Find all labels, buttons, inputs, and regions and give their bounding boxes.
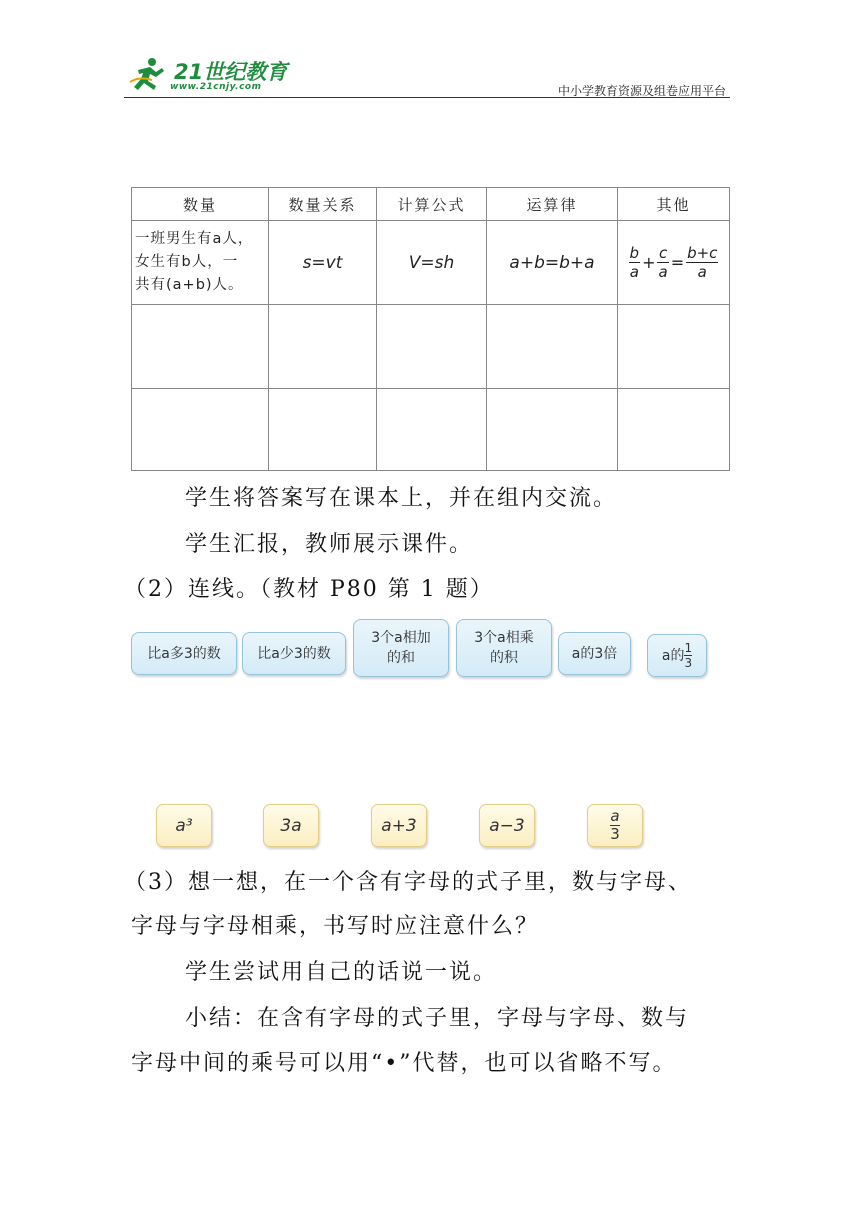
cell-law: a+b=b+a bbox=[487, 221, 618, 305]
match-card-top[interactable]: a的3倍 bbox=[558, 632, 631, 675]
card-line: 3个a相乘 bbox=[474, 630, 534, 646]
match-card-top[interactable]: 比a少3的数 bbox=[242, 632, 346, 675]
logo-url: www.21cnjy.com bbox=[170, 82, 262, 92]
numerator: a bbox=[610, 807, 620, 825]
match-card-bottom[interactable] bbox=[587, 804, 643, 847]
header-relation: 数量关系 bbox=[269, 188, 377, 221]
denominator: a bbox=[697, 263, 707, 281]
plus-sign: + bbox=[642, 253, 656, 272]
match-card-top[interactable]: 比a多3的数 bbox=[131, 632, 237, 675]
cell-other bbox=[618, 221, 730, 305]
empty-cell bbox=[377, 389, 487, 471]
header-law: 运算律 bbox=[487, 188, 618, 221]
denominator: 3 bbox=[684, 656, 693, 670]
quantity-line: 共有(a+b)人。 bbox=[135, 277, 244, 293]
empty-cell bbox=[618, 389, 730, 471]
header-quantity: 数量 bbox=[132, 188, 269, 221]
paragraph: 学生汇报，教师展示课件。 bbox=[185, 532, 474, 557]
page-header bbox=[124, 52, 730, 100]
equals-sign: = bbox=[670, 253, 685, 272]
numerator: b bbox=[629, 244, 640, 262]
match-card-bottom[interactable]: a+3 bbox=[371, 804, 427, 847]
fraction bbox=[610, 808, 620, 843]
section-heading: （3）想一想，在一个含有字母的式子里，数与字母、 bbox=[124, 870, 692, 895]
paragraph: 字母中间的乘号可以用“•”代替，也可以省略不写。 bbox=[131, 1051, 677, 1076]
numerator: c bbox=[658, 244, 668, 262]
numerator: 1 bbox=[684, 641, 693, 655]
header-divider bbox=[124, 97, 730, 98]
denominator: a bbox=[658, 263, 668, 281]
table-row bbox=[132, 305, 730, 389]
table-header-row bbox=[132, 188, 730, 221]
card-line: 的积 bbox=[490, 650, 518, 666]
paragraph: 字母与字母相乘，书写时应注意什么？ bbox=[131, 914, 540, 939]
empty-cell bbox=[132, 305, 269, 389]
match-card-top[interactable] bbox=[456, 619, 552, 677]
denominator: 3 bbox=[610, 825, 620, 843]
cell-quantity bbox=[132, 221, 269, 305]
match-card-top[interactable] bbox=[353, 619, 449, 677]
quantity-line: 一班男生有a人， bbox=[135, 231, 254, 247]
empty-cell bbox=[377, 305, 487, 389]
logo bbox=[124, 52, 294, 98]
card-prefix: a的 bbox=[661, 647, 685, 664]
paragraph: 学生将答案写在课本上，并在组内交流。 bbox=[185, 486, 618, 511]
empty-cell bbox=[269, 305, 377, 389]
empty-cell bbox=[618, 305, 730, 389]
site-tagline: 中小学教育资源及组卷应用平台 bbox=[557, 84, 726, 98]
logo-text: 21世纪教育 bbox=[174, 60, 288, 84]
match-card-top[interactable] bbox=[647, 634, 707, 677]
quantity-line: 女生有b人，一 bbox=[135, 254, 239, 270]
empty-cell bbox=[132, 389, 269, 471]
empty-cell bbox=[269, 389, 377, 471]
empty-cell bbox=[487, 305, 618, 389]
fraction bbox=[686, 244, 718, 281]
header-formula: 计算公式 bbox=[377, 188, 487, 221]
card-line: 3个a相加 bbox=[371, 630, 431, 646]
match-card-bottom[interactable]: 3a bbox=[263, 804, 319, 847]
numerator: b+c bbox=[687, 244, 718, 262]
fraction bbox=[657, 244, 668, 281]
match-card-bottom[interactable]: a³ bbox=[156, 804, 212, 847]
fraction bbox=[629, 244, 641, 281]
paragraph: 小结：在含有字母的式子里，字母与字母、数与 bbox=[185, 1006, 690, 1031]
empty-cell bbox=[487, 389, 618, 471]
cell-formula: V=sh bbox=[377, 221, 487, 305]
table-row bbox=[132, 221, 730, 305]
denominator: a bbox=[629, 263, 639, 281]
cell-relation: s=vt bbox=[269, 221, 377, 305]
paragraph: 学生尝试用自己的话说一说。 bbox=[185, 960, 498, 985]
match-card-bottom[interactable]: a−3 bbox=[479, 804, 535, 847]
header-other: 其他 bbox=[618, 188, 730, 221]
fraction bbox=[684, 641, 692, 670]
table-row bbox=[132, 389, 730, 471]
running-figure-icon bbox=[128, 56, 168, 94]
card-line: 的和 bbox=[387, 650, 415, 666]
section-heading: （2）连线。（教材 P80 第 1 题） bbox=[124, 577, 494, 602]
expression-table bbox=[131, 187, 730, 471]
